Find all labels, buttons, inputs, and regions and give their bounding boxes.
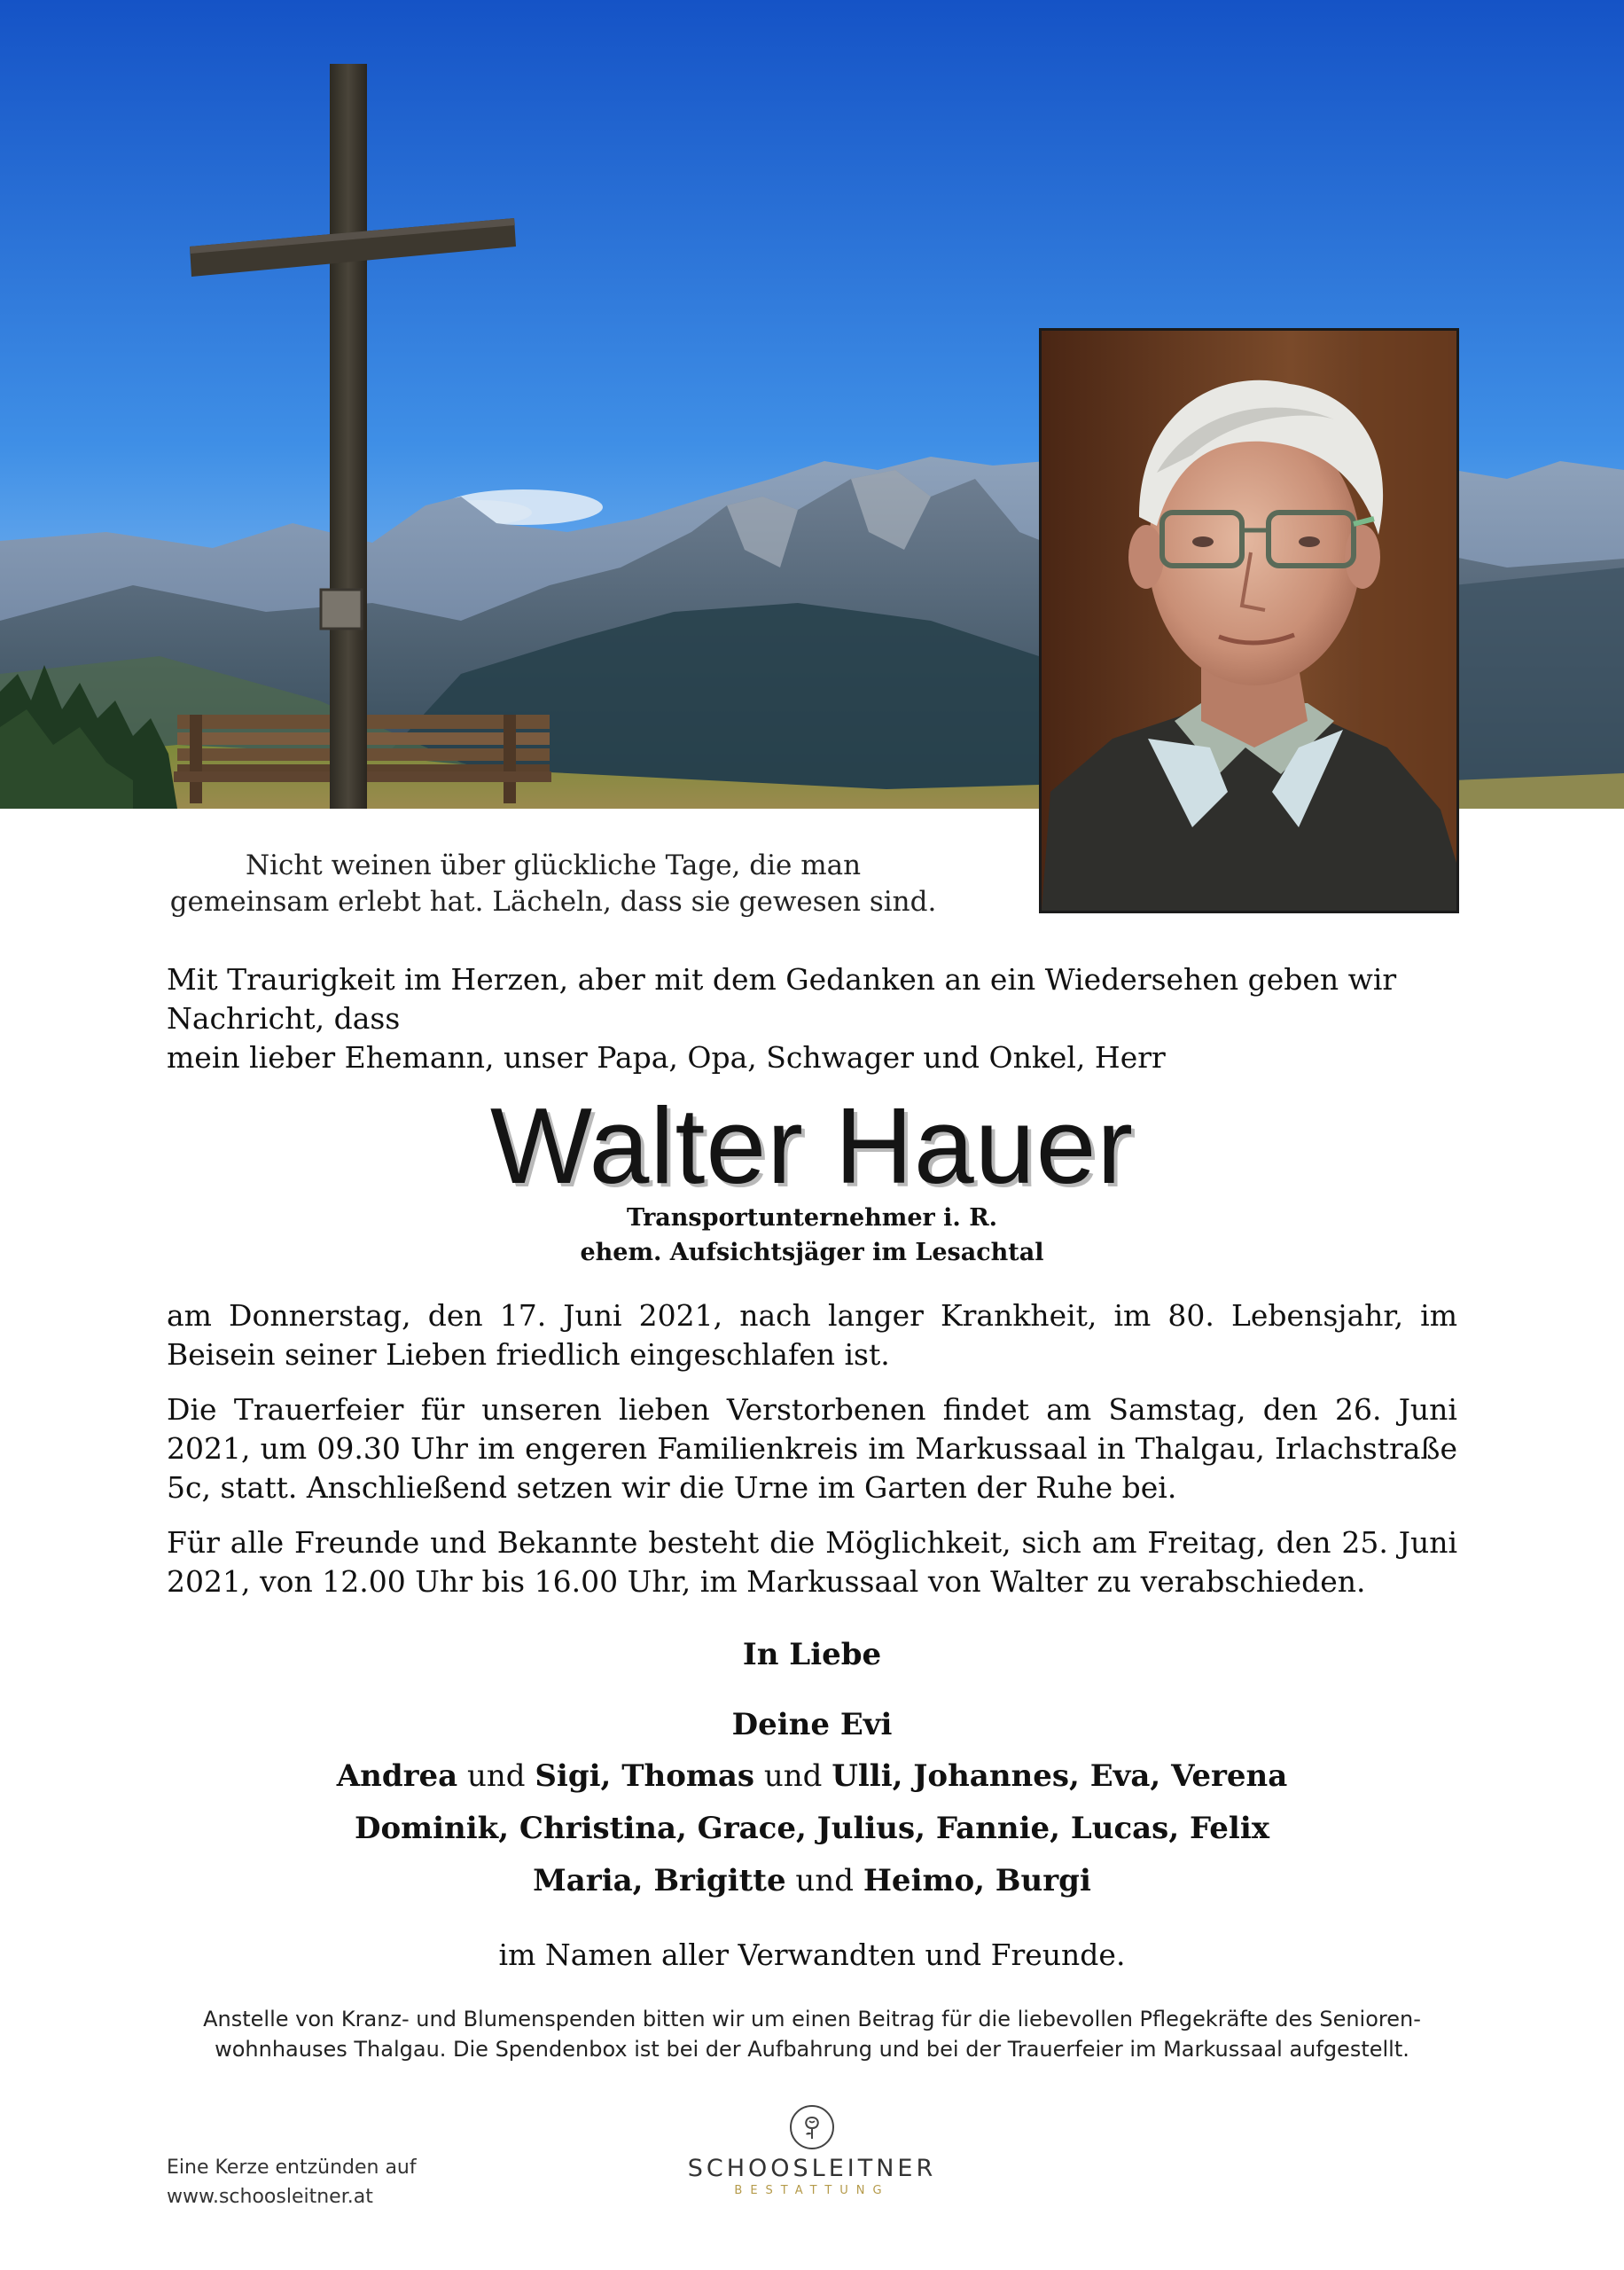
family-line-2 (0, 1758, 1624, 1794)
farewell-paragraph: Für alle Freunde und Bekannte besteht die Möglichkeit, sich am Freitag, den 25. Juni 2021, von 12.00 Uhr bis 16.00 Uhr, im Markussaal von Walter zu verabschieden. (167, 1525, 1457, 1599)
quote-line-2: gemeinsam erlebt hat. Lächeln, dass sie gewesen sind. (169, 886, 937, 918)
family-name: Sigi, Thomas (535, 1758, 755, 1794)
quote (142, 848, 964, 920)
funeral-paragraph: Die Trauerfeier für unseren lieben Verstorbenen findet am Samstag, den 26. Juni 2021, um 09.30 Uhr im engeren Familienkreis im Markussaal in Thalgau, Irlachstraße 5c, statt. Anschließend setzen wir die Urne im Garten der Ruhe bei. (167, 1392, 1457, 1505)
family-name: Heimo, Burgi (863, 1863, 1091, 1898)
intro-text (167, 960, 1457, 1077)
family-line-4 (0, 1863, 1624, 1898)
intro-line-1: Mit Traurigkeit im Herzen, aber mit dem Gedanken an ein Wiedersehen geben wir Nachricht, dass (167, 962, 1397, 1036)
conjunction: und (754, 1758, 832, 1794)
deceased-roles (0, 1201, 1624, 1270)
intro-line-2: mein lieber Ehemann, unser Papa, Opa, Schwager und Onkel, Herr (167, 1040, 1166, 1075)
logo-name: SCHOOSLEITNER (687, 2155, 937, 2182)
candle-link-block (167, 2153, 417, 2211)
quote-line-1: Nicht weinen über glückliche Tage, die man (245, 849, 862, 881)
rose-icon (788, 2103, 836, 2151)
family-line-3: Dominik, Christina, Grace, Julius, Fannie, Lucas, Felix (354, 1811, 1270, 1846)
family-name: Maria, Brigitte (533, 1863, 786, 1898)
note-line-2: wohnhauses Thalgau. Die Spendenbox ist bei der Aufbahrung und bei der Trauerfeier im Markussaal aufgestellt. (215, 2037, 1409, 2062)
family-name: Ulli, Johannes, Eva, Verena (832, 1758, 1288, 1794)
note-line-1: Anstelle von Kranz- und Blumenspenden bitten wir um einen Beitrag für die liebevollen Pflegekräfte des Senioren- (203, 2007, 1421, 2031)
portrait-image (1042, 331, 1456, 911)
funeral-home-logo (656, 2103, 968, 2197)
conjunction: und (457, 1758, 535, 1794)
logo-subtitle: BESTATTUNG (734, 2184, 890, 2197)
deceased-name: Walter Hauer (489, 1085, 1135, 1206)
family-name: Andrea (336, 1758, 458, 1794)
donation-note (186, 2004, 1438, 2064)
candle-text: Eine Kerze entzünden auf (167, 2156, 417, 2179)
on-behalf-line: im Namen aller Verwandten und Freunde. (498, 1937, 1126, 1972)
candle-url-link[interactable]: www.schoosleitner.at (167, 2186, 373, 2208)
in-liebe: In Liebe (742, 1637, 882, 1672)
portrait-photo (1039, 328, 1459, 913)
death-paragraph: am Donnerstag, den 17. Juni 2021, nach langer Krankheit, im 80. Lebensjahr, im Beisein seiner Lieben friedlich eingeschlafen ist. (167, 1298, 1457, 1372)
role-line-1: Transportunternehmer i. R. (626, 1204, 998, 1232)
role-line-2: ehem. Aufsichtsjäger im Lesachtal (580, 1239, 1044, 1266)
family-line-1: Deine Evi (731, 1707, 893, 1742)
conjunction: und (785, 1863, 863, 1898)
